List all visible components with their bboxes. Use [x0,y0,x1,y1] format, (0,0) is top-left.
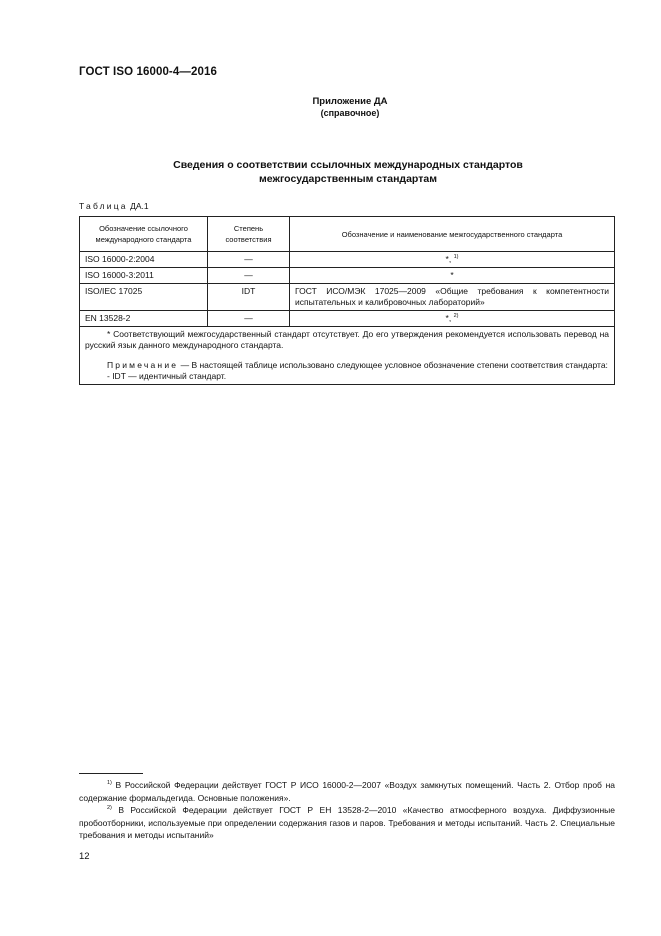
cell-degree: — [208,311,290,327]
cell-degree: — [208,252,290,268]
column-header-degree: Степень соответствия [208,217,290,252]
section-title-line2: межгосударственным стандартам [259,173,437,185]
footnote-divider [79,773,143,774]
column-header-ref: Обозначение ссылочного международного стандарта [80,217,208,252]
table-row [80,268,615,284]
table-notes [80,327,615,385]
footnote-text-1: В Российской Федерации действует ГОСТ Р ИСО 16000-2—2007 «Воздух замкнутых помещений. Часть 2. Отбор проб на содержание формальдегида. Основные положения». [79,780,615,803]
footnotes [79,779,615,842]
footnote-1 [79,779,615,804]
table-notes-row [80,327,615,385]
annex-subtitle: (справочное) [320,108,380,118]
footnote-ref-2: 2) [453,313,459,320]
cell-ref: ISO 16000-2:2004 [80,252,208,268]
footnote-mark-2: 2) [107,805,112,812]
page-number: 12 [79,851,90,862]
correspondence-table [79,216,615,385]
table-caption [79,201,149,211]
footnote-text-2: В Российской Федерации действует ГОСТ Р ЕН 13528-2—2010 «Качество атмосферного воздуха. Диффузионные пробоотборники, используемые при определении содержания газов и паров. Требования и методы испытаний. Часть 2. Специальные требования и методы испытаний» [79,805,615,840]
footnote-2 [79,804,615,842]
table-caption-label: Таблица [79,201,128,211]
cell-degree: — [208,268,290,284]
note-label: Примечание [107,360,179,370]
cell-degree: IDT [208,284,290,311]
cell-ref: ISO/IEC 17025 [80,284,208,311]
table-row [80,284,615,311]
cell-ref: ISO 16000-3:2011 [80,268,208,284]
footnote-mark-1: 1) [107,780,112,787]
table-header-row [80,217,615,252]
column-header-name: Обозначение и наименование межгосударственного стандарта [290,217,615,252]
annex-title: Приложение ДА [312,96,388,107]
cell-mark: * [445,313,449,323]
cell-mark: * [445,254,449,264]
table-caption-number: ДА.1 [130,201,149,211]
cell-mark: * [450,270,454,280]
note-item: - IDT — идентичный стандарт. [107,371,227,381]
cell-name [290,268,615,284]
cell-name: *, $^{1)}$ [290,252,615,268]
table-row [80,311,615,327]
section-title-line1: Сведения о соответствии ссылочных международных стандартов [173,159,523,171]
table-row [80,252,615,268]
cell-name: *, $^{2)}$ [290,311,615,327]
footnote-ref-1: 1) [453,254,459,261]
table-footnote-star: * Соответствующий межгосударственный стандарт отсутствует. До его утверждения рекомендуется использовать перевод на русский язык данного международного стандарта. [85,329,609,350]
cell-name: ГОСТ ИСО/МЭК 17025—2009 «Общие требования к компетентности испытательных и калибровочных лабораторий» [290,284,615,311]
note-text: — В настоящей таблице использовано следующее условное обозначение степени соответствия стандарта: [180,360,608,370]
document-id: ГОСТ ISO 16000-4—2016 [79,66,217,78]
table-note [85,360,609,371]
section-title [79,158,617,186]
cell-ref: EN 13528-2 [80,311,208,327]
